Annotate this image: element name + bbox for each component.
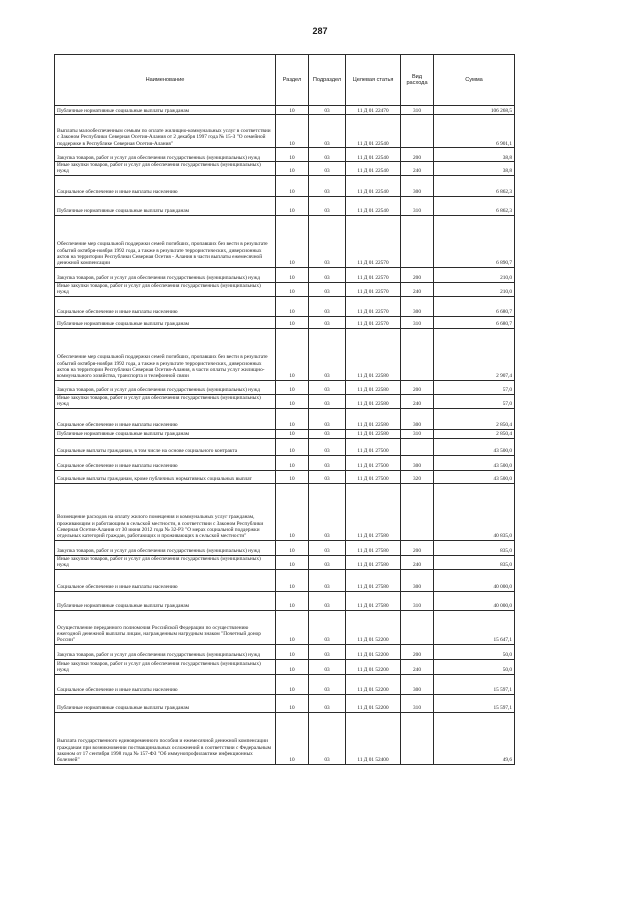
cell-subsection: 03 xyxy=(309,610,346,644)
cell-expense-type: 200 xyxy=(401,148,434,162)
cell-target: 11 Д 01 22570 xyxy=(346,316,401,328)
cell-amount: 6 862,3 xyxy=(434,196,515,215)
cell-amount: 6 680,7 xyxy=(434,296,515,316)
cell-name: Социальное обеспечение и иные выплаты населению xyxy=(55,674,276,694)
table-row xyxy=(55,296,515,316)
cell-expense-type: 240 xyxy=(401,282,434,296)
cell-target: 11 Д 01 27580 xyxy=(346,540,401,555)
cell-name: Социальные выплаты гражданам, в том числе на основе социального контракта xyxy=(55,438,276,455)
cell-expense-type: 300 xyxy=(401,296,434,316)
cell-amount: 15 647,1 xyxy=(434,610,515,644)
cell-subsection: 03 xyxy=(309,591,346,610)
cell-target: 11 Д 01 22540 xyxy=(346,196,401,215)
cell-name: Иные закупки товаров, работ и услуг для обеспечения государственных (муниципальных) нужд xyxy=(55,162,276,176)
cell-target: 11 Д 01 52200 xyxy=(346,610,401,644)
cell-section: 10 xyxy=(276,380,309,394)
cell-amount: 6 890,7 xyxy=(434,215,515,267)
table-row xyxy=(55,175,515,196)
table-row xyxy=(55,429,515,438)
table-row xyxy=(55,148,515,162)
cell-subsection: 03 xyxy=(309,429,346,438)
cell-section: 10 xyxy=(276,610,309,644)
table-row xyxy=(55,438,515,455)
table-header xyxy=(55,55,515,106)
cell-name: Публичные нормативные социальные выплаты гражданам xyxy=(55,316,276,328)
cell-subsection: 03 xyxy=(309,455,346,470)
cell-section: 10 xyxy=(276,394,309,408)
cell-expense-type: 200 xyxy=(401,644,434,659)
cell-section: 10 xyxy=(276,569,309,591)
cell-expense-type: 240 xyxy=(401,659,434,674)
cell-name: Закупка товаров, работ и услуг для обеспечения государственных (муниципальных) нужд xyxy=(55,540,276,555)
table-row xyxy=(55,408,515,429)
cell-expense-type xyxy=(401,610,434,644)
table-row xyxy=(55,380,515,394)
table-row xyxy=(55,328,515,380)
cell-amount: 15 597,1 xyxy=(434,674,515,694)
cell-target: 11 Д 01 27500 xyxy=(346,438,401,455)
cell-subsection: 03 xyxy=(309,215,346,267)
cell-section: 10 xyxy=(276,196,309,215)
cell-amount: 2 907,4 xyxy=(434,328,515,380)
table-row xyxy=(55,674,515,694)
cell-expense-type: 240 xyxy=(401,555,434,569)
cell-expense-type xyxy=(401,483,434,540)
cell-name: Социальное обеспечение и иные выплаты населению xyxy=(55,455,276,470)
cell-subsection: 03 xyxy=(309,540,346,555)
cell-expense-type: 300 xyxy=(401,455,434,470)
cell-expense-type: 310 xyxy=(401,591,434,610)
cell-name: Закупка товаров, работ и услуг для обеспечения государственных (муниципальных) нужд xyxy=(55,148,276,162)
cell-name: Иные закупки товаров, работ и услуг для обеспечения государственных (муниципальных) нужд xyxy=(55,394,276,408)
cell-name: Выплата государственного единовременного пособия и ежемесячной денежной компенсации гражданам при возникновении поствакцинальных осложнений в соответствии с Федеральным законом от 17 сентября 1998 года № 157-ФЗ "Об иммунопрофилактике инфекционных болезней" xyxy=(55,712,276,764)
cell-subsection: 03 xyxy=(309,115,346,148)
cell-subsection: 03 xyxy=(309,380,346,394)
cell-section: 10 xyxy=(276,296,309,316)
cell-target: 11 Д 01 27500 xyxy=(346,470,401,483)
cell-target: 11 Д 01 22580 xyxy=(346,394,401,408)
cell-amount: 40 000,0 xyxy=(434,569,515,591)
cell-subsection: 03 xyxy=(309,162,346,176)
cell-section: 10 xyxy=(276,540,309,555)
cell-expense-type: 300 xyxy=(401,674,434,694)
table-body xyxy=(55,106,515,765)
cell-amount: 40 835,0 xyxy=(434,483,515,540)
cell-section: 10 xyxy=(276,282,309,296)
table-row xyxy=(55,591,515,610)
cell-subsection: 03 xyxy=(309,196,346,215)
cell-target: 11 Д 01 27580 xyxy=(346,483,401,540)
cell-target: 11 Д 01 27580 xyxy=(346,591,401,610)
cell-amount: 57,0 xyxy=(434,380,515,394)
cell-amount: 6 680,7 xyxy=(434,316,515,328)
cell-subsection: 03 xyxy=(309,569,346,591)
cell-expense-type: 310 xyxy=(401,694,434,712)
cell-amount: 210,0 xyxy=(434,267,515,282)
header-section: Раздел xyxy=(276,55,309,106)
cell-amount: 38,8 xyxy=(434,162,515,176)
cell-amount: 15 597,1 xyxy=(434,694,515,712)
table-row xyxy=(55,282,515,296)
cell-target: 11 Д 01 22570 xyxy=(346,296,401,316)
cell-subsection: 03 xyxy=(309,694,346,712)
cell-section: 10 xyxy=(276,483,309,540)
cell-target: 11 Д 01 52200 xyxy=(346,659,401,674)
header-expense-type: Вид расхода xyxy=(401,55,434,106)
header-subsection: Подраздел xyxy=(309,55,346,106)
table-row xyxy=(55,316,515,328)
table-row xyxy=(55,555,515,569)
cell-subsection: 03 xyxy=(309,175,346,196)
cell-amount: 43 500,0 xyxy=(434,470,515,483)
cell-target: 11 Д 01 27500 xyxy=(346,455,401,470)
table-row xyxy=(55,394,515,408)
cell-name: Публичные нормативные социальные выплаты гражданам xyxy=(55,694,276,712)
cell-name: Социальное обеспечение и иные выплаты населению xyxy=(55,569,276,591)
cell-section: 10 xyxy=(276,328,309,380)
cell-name: Социальные выплаты гражданам, кроме публичных нормативных социальных выплат xyxy=(55,470,276,483)
table-row xyxy=(55,569,515,591)
cell-expense-type xyxy=(401,438,434,455)
cell-expense-type: 200 xyxy=(401,540,434,555)
cell-subsection: 03 xyxy=(309,438,346,455)
table-row xyxy=(55,659,515,674)
budget-table xyxy=(54,54,515,765)
cell-subsection: 03 xyxy=(309,282,346,296)
cell-section: 10 xyxy=(276,316,309,328)
cell-expense-type: 200 xyxy=(401,267,434,282)
cell-subsection: 03 xyxy=(309,106,346,115)
cell-amount: 38,8 xyxy=(434,148,515,162)
cell-expense-type: 200 xyxy=(401,380,434,394)
cell-target: 11 Д 01 22580 xyxy=(346,380,401,394)
cell-amount: 835,0 xyxy=(434,540,515,555)
table-row xyxy=(55,610,515,644)
cell-section: 10 xyxy=(276,555,309,569)
cell-expense-type: 310 xyxy=(401,316,434,328)
cell-subsection: 03 xyxy=(309,712,346,764)
cell-expense-type: 300 xyxy=(401,569,434,591)
cell-amount: 835,0 xyxy=(434,555,515,569)
cell-amount: 210,0 xyxy=(434,282,515,296)
cell-target: 11 Д 01 22470 xyxy=(346,106,401,115)
table-row xyxy=(55,196,515,215)
cell-target: 11 Д 01 22540 xyxy=(346,162,401,176)
cell-section: 10 xyxy=(276,644,309,659)
cell-expense-type: 300 xyxy=(401,408,434,429)
cell-name: Иные закупки товаров, работ и услуг для обеспечения государственных (муниципальных) нужд xyxy=(55,282,276,296)
cell-name: Закупка товаров, работ и услуг для обеспечения государственных (муниципальных) нужд xyxy=(55,644,276,659)
cell-name: Обеспечение мер социальной поддержки семей погибших, пропавших без вести в результате событий октября-ноября 1992 года, а также в результате террористических, диверсионных актов на территории Республики Северная Осетия-Алания, в части оплаты услуг жилищно-коммунального хозяйства, транспорта и телефонной связи xyxy=(55,328,276,380)
header-name: Наименование xyxy=(55,55,276,106)
cell-target: 11 Д 01 22570 xyxy=(346,267,401,282)
cell-amount: 106 268,5 xyxy=(434,106,515,115)
header-amount: Сумма xyxy=(434,55,515,106)
cell-amount: 40 000,0 xyxy=(434,591,515,610)
cell-name: Социальное обеспечение и иные выплаты населению xyxy=(55,175,276,196)
cell-target: 11 Д 01 22580 xyxy=(346,429,401,438)
cell-section: 10 xyxy=(276,438,309,455)
cell-amount: 6 901,1 xyxy=(434,115,515,148)
cell-section: 10 xyxy=(276,470,309,483)
cell-target: 11 Д 01 22540 xyxy=(346,115,401,148)
cell-subsection: 03 xyxy=(309,470,346,483)
cell-section: 10 xyxy=(276,694,309,712)
cell-target: 11 Д 01 22580 xyxy=(346,408,401,429)
cell-name: Закупка товаров, работ и услуг для обеспечения государственных (муниципальных) нужд xyxy=(55,380,276,394)
cell-subsection: 03 xyxy=(309,148,346,162)
cell-target: 11 Д 01 22580 xyxy=(346,328,401,380)
table-row xyxy=(55,162,515,176)
cell-section: 10 xyxy=(276,455,309,470)
cell-target: 11 Д 01 52200 xyxy=(346,644,401,659)
cell-amount: 2 850,4 xyxy=(434,408,515,429)
cell-expense-type xyxy=(401,215,434,267)
table-row xyxy=(55,215,515,267)
header-target: Целевая статья xyxy=(346,55,401,106)
cell-section: 10 xyxy=(276,408,309,429)
cell-amount: 43 500,0 xyxy=(434,455,515,470)
cell-expense-type: 320 xyxy=(401,470,434,483)
cell-subsection: 03 xyxy=(309,674,346,694)
cell-name: Закупка товаров, работ и услуг для обеспечения государственных (муниципальных) нужд xyxy=(55,267,276,282)
cell-section: 10 xyxy=(276,659,309,674)
cell-target: 11 Д 01 52200 xyxy=(346,674,401,694)
cell-name: Публичные нормативные социальные выплаты гражданам xyxy=(55,429,276,438)
cell-amount: 49,6 xyxy=(434,712,515,764)
cell-name: Публичные нормативные социальные выплаты гражданам xyxy=(55,196,276,215)
cell-name: Выплаты малообеспеченным семьям по оплате жилищно-коммунальных услуг в соответствии с Законом Республики Северная Осетия-Алания от 2 декабря 1997 года № 15-З "О семейной поддержке в Республике Северная Осетия-Алания" xyxy=(55,115,276,148)
cell-expense-type xyxy=(401,115,434,148)
cell-section: 10 xyxy=(276,591,309,610)
cell-subsection: 03 xyxy=(309,296,346,316)
table-row xyxy=(55,540,515,555)
cell-target: 11 Д 01 52200 xyxy=(346,694,401,712)
cell-amount: 6 862,3 xyxy=(434,175,515,196)
cell-subsection: 03 xyxy=(309,483,346,540)
cell-subsection: 03 xyxy=(309,267,346,282)
cell-section: 10 xyxy=(276,162,309,176)
cell-section: 10 xyxy=(276,674,309,694)
cell-target: 11 Д 01 27580 xyxy=(346,569,401,591)
cell-section: 10 xyxy=(276,106,309,115)
cell-name: Обеспечение мер социальной поддержки семей погибших, пропавших без вести в результате событий октября-ноября 1992 года, а также в результате террористических, диверсионных актов на территории Республики Северная Осетия - Алания в части выплаты ежемесячной денежной компенсации xyxy=(55,215,276,267)
cell-subsection: 03 xyxy=(309,316,346,328)
cell-section: 10 xyxy=(276,115,309,148)
cell-section: 10 xyxy=(276,267,309,282)
cell-target: 11 Д 01 22540 xyxy=(346,148,401,162)
cell-amount: 57,0 xyxy=(434,394,515,408)
table-row xyxy=(55,115,515,148)
cell-target: 11 Д 01 22570 xyxy=(346,282,401,296)
cell-amount: 50,0 xyxy=(434,644,515,659)
cell-target: 11 Д 01 22540 xyxy=(346,175,401,196)
cell-expense-type: 240 xyxy=(401,394,434,408)
cell-name: Социальное обеспечение и иные выплаты населению xyxy=(55,408,276,429)
table-row xyxy=(55,455,515,470)
cell-subsection: 03 xyxy=(309,394,346,408)
cell-expense-type: 310 xyxy=(401,196,434,215)
cell-expense-type: 300 xyxy=(401,175,434,196)
table-row xyxy=(55,644,515,659)
cell-section: 10 xyxy=(276,148,309,162)
cell-subsection: 03 xyxy=(309,408,346,429)
cell-subsection: 03 xyxy=(309,659,346,674)
cell-name: Публичные нормативные социальные выплаты гражданам xyxy=(55,591,276,610)
cell-name: Иные закупки товаров, работ и услуг для обеспечения государственных (муниципальных) нужд xyxy=(55,659,276,674)
cell-name: Публичные нормативные социальные выплаты гражданам xyxy=(55,106,276,115)
cell-name: Социальное обеспечение и иные выплаты населению xyxy=(55,296,276,316)
cell-subsection: 03 xyxy=(309,555,346,569)
cell-subsection: 03 xyxy=(309,644,346,659)
cell-target: 11 Д 01 52400 xyxy=(346,712,401,764)
cell-name: Осуществление переданного полномочия Российской Федерации по осуществлению ежегодной денежной выплаты лицам, награжденным нагрудным знаком "Почетный донор России" xyxy=(55,610,276,644)
cell-name: Возмещение расходов на оплату жилого помещения и коммунальных услуг гражданам, проживающим и работающим в сельской местности, в соответствии с Законом Республики Северная Осетия-Алания от 30 июня 2012 года № 32-РЗ "О мерах социальной поддержки отдельных категорий граждан, работающих и проживающих в сельской местности" xyxy=(55,483,276,540)
table-row xyxy=(55,712,515,764)
cell-section: 10 xyxy=(276,712,309,764)
table-row xyxy=(55,106,515,115)
cell-section: 10 xyxy=(276,429,309,438)
table-row xyxy=(55,694,515,712)
cell-target: 11 Д 01 22570 xyxy=(346,215,401,267)
page-number: 287 xyxy=(312,26,328,36)
cell-amount: 50,0 xyxy=(434,659,515,674)
cell-subsection: 03 xyxy=(309,328,346,380)
cell-amount: 43 500,0 xyxy=(434,438,515,455)
cell-amount: 2 850,4 xyxy=(434,429,515,438)
table-row xyxy=(55,470,515,483)
cell-name: Иные закупки товаров, работ и услуг для обеспечения государственных (муниципальных) нужд xyxy=(55,555,276,569)
cell-expense-type xyxy=(401,712,434,764)
cell-target: 11 Д 01 27580 xyxy=(346,555,401,569)
table-row xyxy=(55,483,515,540)
cell-expense-type xyxy=(401,328,434,380)
header-row xyxy=(55,55,515,106)
cell-expense-type: 310 xyxy=(401,429,434,438)
cell-section: 10 xyxy=(276,175,309,196)
cell-section: 10 xyxy=(276,215,309,267)
table-row xyxy=(55,267,515,282)
cell-expense-type: 310 xyxy=(401,106,434,115)
cell-expense-type: 240 xyxy=(401,162,434,176)
